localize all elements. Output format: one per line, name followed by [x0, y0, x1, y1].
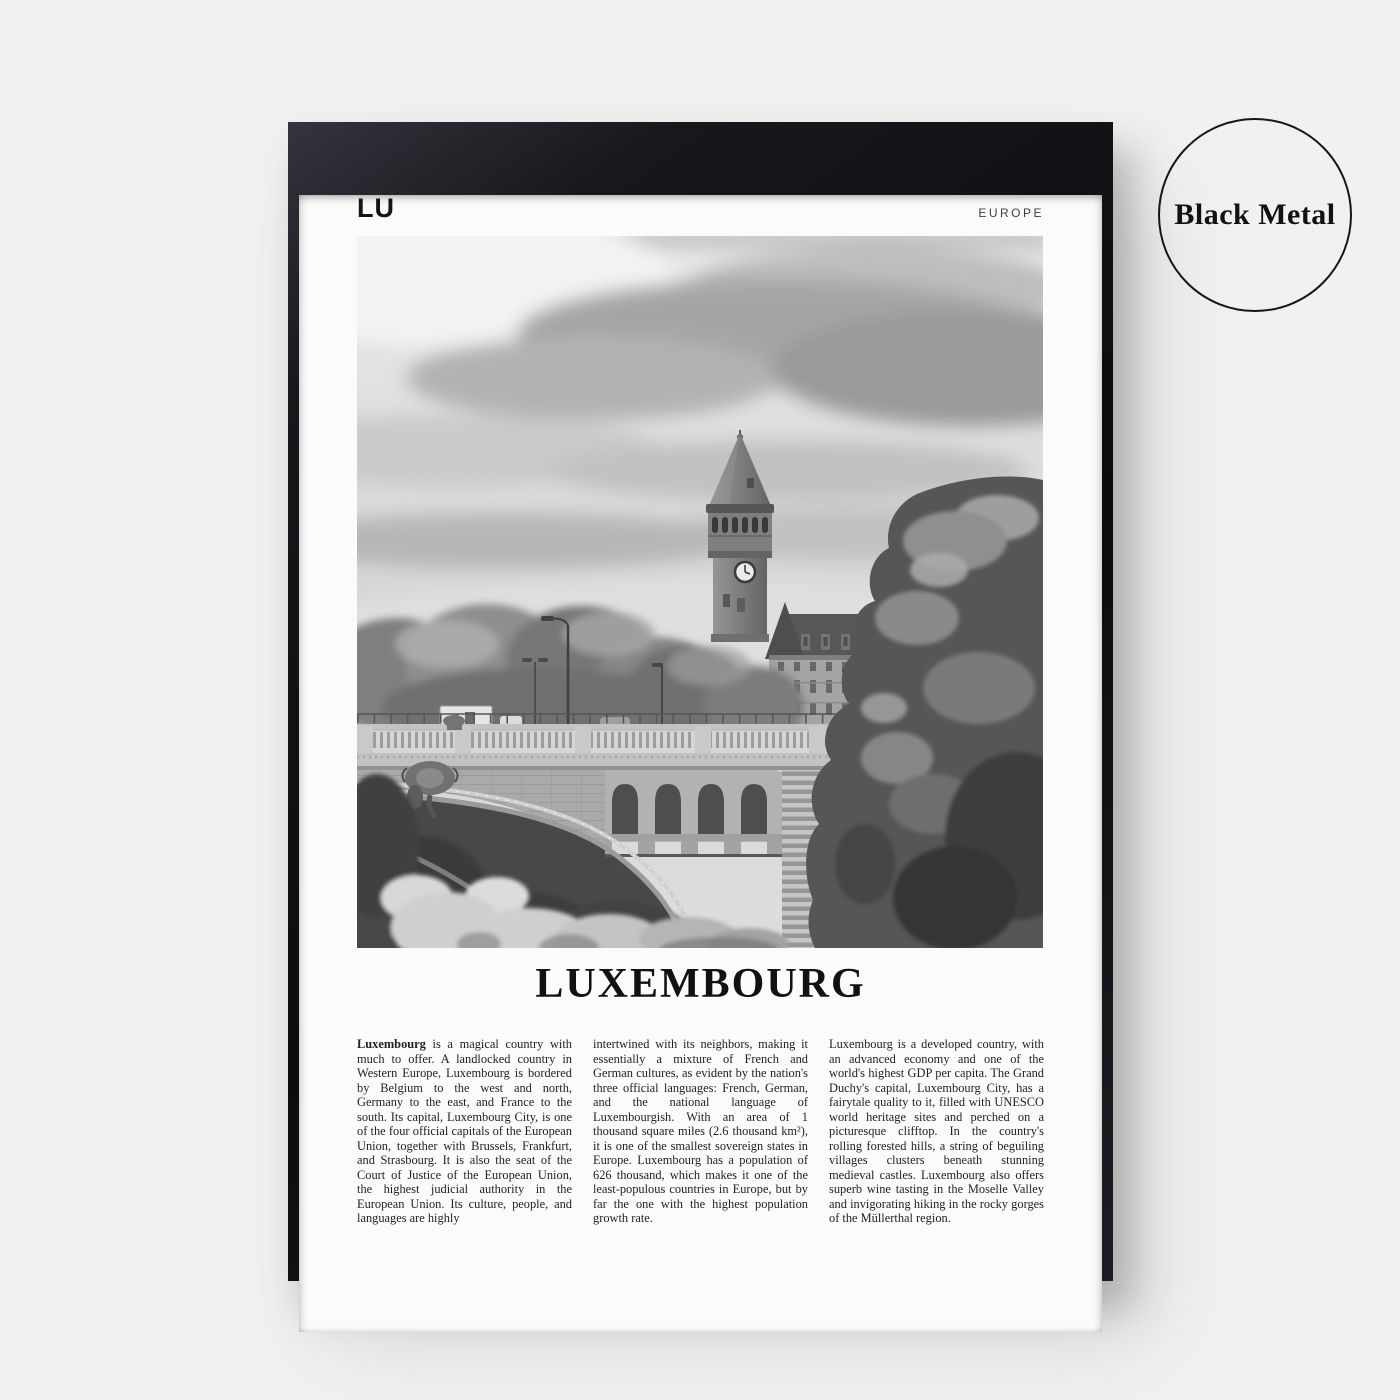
poster-title: LUXEMBOURG	[535, 961, 866, 1007]
frame-variant-badge	[1158, 118, 1352, 312]
body-column-3: Luxembourg is a developed country, with an advanced economy and one of the world's highest GDP per capita. The Grand Duchy's capital, Luxembourg City, has a fairytale quality to it, filled with UNESCO world heritage sites and perched on a picturesque clifftop. In the country's rolling forested hills, a string of beguiling villages clusters beneath stunning medieval castles. Luxembourg also offers superb wine tasting in the Moselle Valley and invigorating hiking in the rocky gorges of the Müllerthal region.	[829, 1037, 1044, 1226]
region-label: EUROPE	[978, 206, 1044, 220]
poster-body	[357, 1025, 1044, 1238]
lead-word: Luxembourg	[357, 1037, 426, 1052]
country-code-label: LU	[357, 193, 395, 223]
luxembourg-bridge-photo	[357, 236, 1043, 948]
luxembourg-travel-poster	[299, 195, 1102, 1332]
poster-header	[357, 195, 1044, 222]
body-column-1: Luxembourg is a magical country with much to offer. A landlocked country in Western Europe, Luxembourg is bordered by Belgium to the west and north, Germany to the east, and France to the south. Its capital, Luxembourg City, is one of the four official capitals of the European Union, together with Brussels, Frankfurt, and Strasbourg. It is also the seat of the Court of Justice of the European Union, the highest judicial authority in the European Union. Its culture, people, and languages are highly	[357, 1037, 572, 1226]
body-column-2: intertwined with its neighbors, making it essentially a mixture of French and German cultures, as evident by the nation's three official languages: French, German, and the national language of Luxembourgish. With an area of 1 thousand square miles (2.6 thousand km²), it is one of the smallest sovereign states in Europe. Luxembourg has a population of 626 thousand, which makes it one of the least-populous countries in Europe, but by far the one with the highest population growth rate.	[593, 1037, 808, 1226]
poster-frame	[288, 122, 1113, 1281]
frame-variant-label: Black Metal	[1174, 198, 1336, 231]
